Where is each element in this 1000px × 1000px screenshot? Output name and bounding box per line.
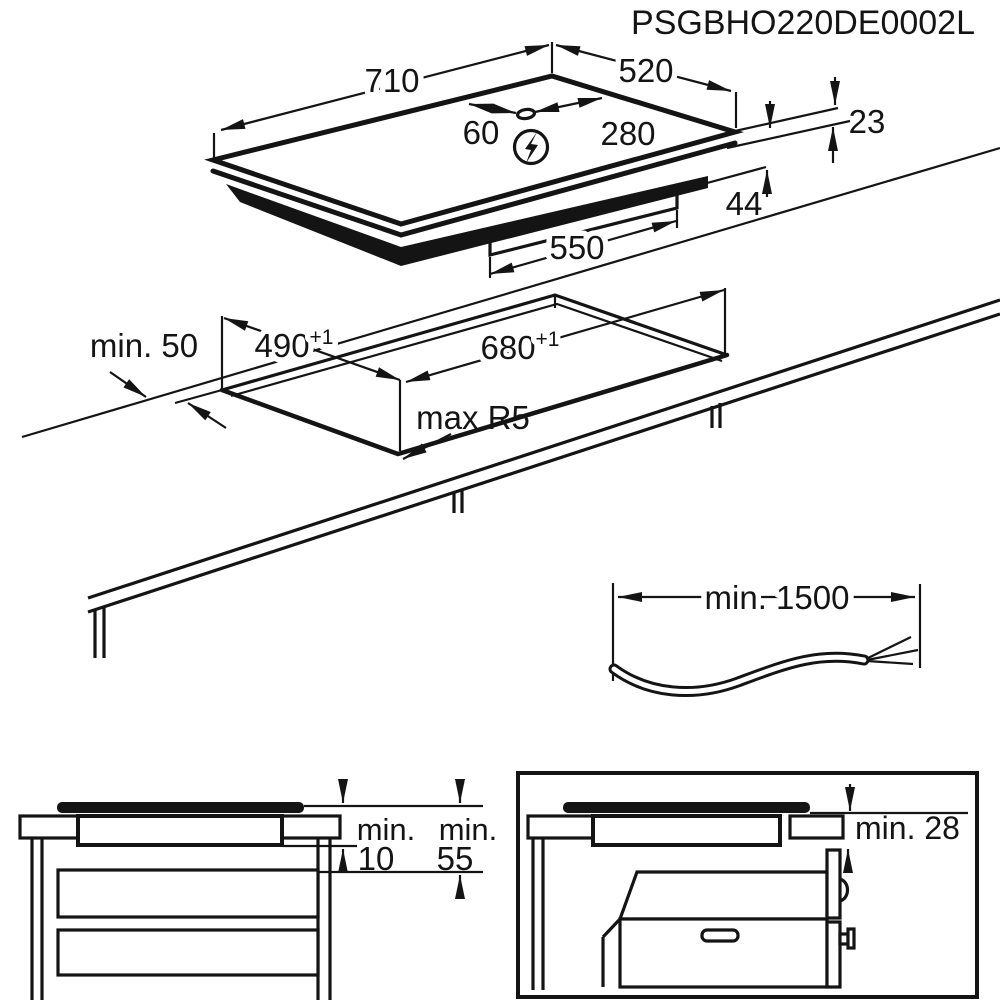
model-code: PSGBHO220DE0002L: [631, 4, 975, 42]
drawer-clearance-view: [20, 781, 497, 1000]
cable-entry-point: [517, 108, 535, 119]
dim-line-60: [469, 104, 516, 113]
lightning-bolt-icon: [515, 131, 548, 164]
dim-label-cable-left: 60: [462, 114, 500, 151]
worktop-cutout-view: [88, 288, 1000, 658]
cutout-depth-value: 490: [254, 327, 310, 364]
cabinet-side-left: [533, 838, 543, 990]
hob-isometric-view: [213, 42, 885, 278]
corner-radius-label: max R5: [416, 399, 530, 436]
cabinet-legs: [95, 403, 720, 658]
oven-clearance-label: min. 28: [855, 810, 960, 846]
hob-box-section: [78, 816, 282, 845]
dim-label-cable-right: 280: [600, 115, 656, 152]
dim-label-depth: 520: [618, 52, 674, 89]
drawer-top: [58, 870, 318, 917]
oven-handle: [702, 930, 738, 941]
cutout-depth-tolerance: +1: [309, 326, 334, 349]
power-cable-icon: [614, 637, 918, 692]
dim-arrow-min50-upper: [110, 372, 146, 397]
hob-glass-section: [563, 802, 810, 813]
cutout-width-value: 680: [480, 329, 536, 366]
drawer-clearance-label: 10: [357, 840, 395, 877]
cabinet-side-right: [827, 850, 854, 987]
cutout-width-tolerance: +1: [535, 328, 560, 351]
drawer-bottom: [58, 930, 318, 975]
corner-radius-arrow: [403, 434, 451, 459]
worktop-level-line: [727, 121, 850, 148]
dim-line-280: [535, 98, 602, 112]
hob-glass-section: [57, 802, 304, 813]
min-label-a: min.: [356, 812, 416, 847]
min-label-b: min.: [438, 812, 498, 847]
dim-label-width: 710: [364, 62, 420, 99]
worktop-right: [282, 816, 340, 838]
cutout-depth-label: [254, 326, 333, 364]
dim-label-body-width: 550: [549, 229, 605, 266]
oven-clearance-view: [518, 773, 977, 997]
worktop-clearance-label: 55: [436, 840, 474, 877]
dim-label-glass-thickness: 23: [848, 103, 886, 140]
dim-arrow-min50-lower: [188, 403, 226, 428]
cutout-width-label: [480, 328, 559, 366]
built-in-oven: [603, 872, 827, 987]
worktop-front-edge-bottom: [88, 314, 1000, 612]
rear-clearance-label: min. 50: [89, 327, 199, 364]
worktop-left: [528, 816, 593, 838]
hob-box-section: [593, 816, 780, 845]
worktop-left: [20, 816, 78, 838]
fixing-knob-cap: [848, 929, 854, 948]
cable-length-label: min. 1500: [704, 579, 850, 616]
power-cable-view: [613, 579, 920, 692]
worktop-right: [790, 816, 843, 838]
dim-label-build-in-depth: 44: [725, 185, 763, 222]
